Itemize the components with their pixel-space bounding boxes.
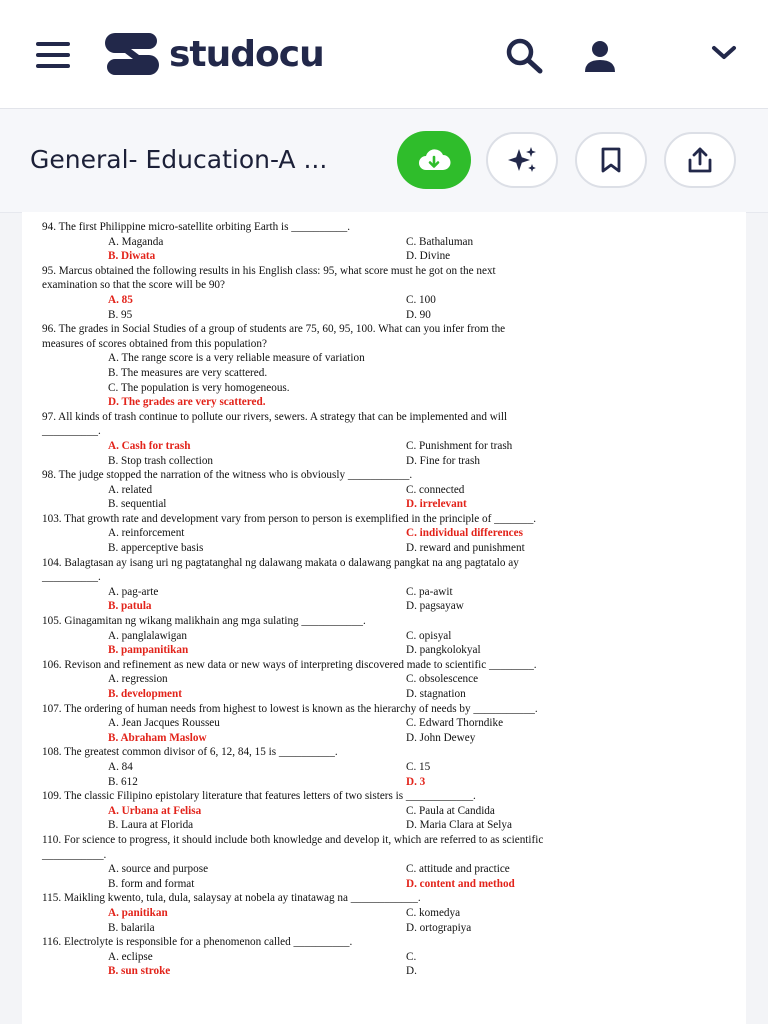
option-row — [42, 293, 722, 308]
answer-option: A. panglalawigan — [108, 629, 187, 642]
ai-assist-button[interactable] — [486, 132, 558, 188]
option-row — [42, 381, 722, 396]
answer-option: D. Fine for trash — [406, 454, 480, 467]
answer-option: C. Punishment for trash — [406, 439, 513, 452]
answer-option: D. Divine — [406, 250, 451, 263]
question-text: 108. The greatest common divisor of 6, 12, 84, 15 is __________. — [42, 746, 338, 759]
correct-answer-option: D. The grades are very scattered. — [108, 396, 266, 409]
option-row — [42, 906, 722, 921]
studocu-logo-mark — [105, 31, 159, 77]
correct-answer-option: C. individual differences — [406, 527, 523, 540]
menu-icon[interactable] — [36, 42, 70, 68]
option-row — [42, 439, 722, 454]
top-header — [0, 0, 768, 109]
answer-option: C. Bathaluman — [406, 235, 474, 248]
option-row — [42, 483, 722, 498]
correct-answer-option: D. irrelevant — [406, 498, 467, 511]
answer-option: B. Laura at Florida — [108, 819, 194, 832]
option-row — [42, 862, 722, 877]
answer-option: B. The measures are very scattered. — [108, 366, 268, 379]
option-row — [42, 249, 722, 264]
question-text: measures of scores obtained from this population? — [42, 337, 267, 350]
share-button[interactable] — [664, 132, 736, 188]
question-text: 116. Electrolyte is responsible for a phenomenon called __________. — [42, 936, 353, 949]
correct-answer-option: B. Diwata — [108, 250, 156, 263]
correct-answer-option: D. 3 — [406, 775, 426, 788]
answer-option: B. apperceptive basis — [108, 542, 204, 555]
answer-option: C. komedya — [406, 906, 461, 919]
correct-answer-option: B. Abraham Maslow — [108, 731, 207, 744]
answer-option: D. — [406, 965, 417, 978]
answer-option: C. connected — [406, 483, 465, 496]
answer-option: D. Maria Clara at Selya — [406, 819, 512, 832]
option-row — [42, 643, 722, 658]
option-row — [42, 526, 722, 541]
option-row — [42, 818, 722, 833]
chevron-down-icon[interactable] — [710, 44, 738, 62]
question-text: 96. The grades in Social Studies of a group of students are 75, 60, 95, 100. What can you infer from the — [42, 323, 506, 336]
option-row — [42, 775, 722, 790]
option-row — [42, 877, 722, 892]
answer-option: C. 15 — [406, 760, 431, 773]
document-content — [42, 220, 722, 979]
answer-option: A. pag-arte — [108, 585, 159, 598]
option-row — [42, 497, 722, 512]
answer-option: A. reinforcement — [108, 527, 185, 540]
studocu-logo[interactable] — [105, 30, 324, 78]
answer-option: A. Jean Jacques Rousseu — [108, 717, 220, 730]
question-text: 98. The judge stopped the narration of the witness who is obviously ___________. — [42, 469, 413, 482]
option-row — [42, 599, 722, 614]
brand-name: studocu — [169, 33, 324, 75]
answer-option: D. reward and punishment — [406, 542, 525, 555]
question-text: 115. Maikling kwento, tula, dula, salaysay at nobela ay tinatawag na ____________. — [42, 892, 421, 905]
answer-option: D. pagsayaw — [406, 600, 464, 613]
answer-option: D. stagnation — [406, 688, 466, 700]
correct-answer-option: D. content and method — [406, 877, 515, 890]
option-row — [42, 308, 722, 323]
option-row — [42, 921, 722, 936]
bookmark-button[interactable] — [575, 132, 647, 188]
option-row — [42, 395, 722, 410]
option-row — [42, 687, 722, 702]
answer-option: C. opisyal — [406, 629, 452, 642]
correct-answer-option: B. pampanitikan — [108, 644, 189, 657]
option-row — [42, 366, 722, 381]
option-row — [42, 804, 722, 819]
answer-option: D. ortograpiya — [406, 921, 472, 934]
option-row — [42, 716, 722, 731]
correct-answer-option: B. sun stroke — [108, 965, 171, 978]
answer-option: C. Paula at Candida — [406, 804, 495, 817]
question-text: examination so that the score will be 90? — [42, 279, 225, 292]
answer-option: A. source and purpose — [108, 863, 209, 876]
correct-answer-option: B. development — [108, 688, 182, 700]
answer-option: C. obsolescence — [406, 673, 479, 686]
answer-option: A. Maganda — [108, 235, 164, 248]
document-title: General- Education-A ... — [30, 145, 328, 174]
answer-option: B. 95 — [108, 308, 133, 321]
question-text: 110. For science to progress, it should include both knowledge and develop it, which are referred to as scientific — [42, 833, 544, 846]
user-icon[interactable] — [582, 38, 618, 74]
bookmark-icon — [599, 146, 623, 174]
question-text: __________. — [42, 425, 101, 438]
question-text: 103. That growth rate and development vary from person to person is exemplified in the principle of _______. — [42, 512, 537, 525]
option-row — [42, 454, 722, 469]
answer-option: A. 84 — [108, 760, 133, 773]
question-text: __________. — [42, 571, 101, 584]
answer-option: C. The population is very homogeneous. — [108, 381, 290, 394]
answer-option: A. regression — [108, 673, 168, 686]
answer-option: C. Edward Thorndike — [406, 717, 504, 730]
question-text: 107. The ordering of human needs from highest to lowest is known as the hierarchy of needs by ___________. — [42, 702, 538, 715]
question-text: 94. The first Philippine micro-satellite orbiting Earth is __________. — [42, 221, 351, 233]
option-row — [42, 950, 722, 965]
download-icon — [417, 146, 451, 174]
answer-option: C. — [406, 950, 417, 963]
question-text: 95. Marcus obtained the following results in his English class: 95, what score must he got on the next — [42, 264, 496, 277]
option-row — [42, 760, 722, 775]
option-row — [42, 629, 722, 644]
correct-answer-option: A. Cash for trash — [108, 439, 191, 452]
share-icon — [685, 145, 715, 175]
option-row — [42, 731, 722, 746]
answer-option: B. form and format — [108, 877, 195, 890]
option-row — [42, 585, 722, 600]
download-button[interactable] — [397, 131, 471, 189]
answer-option: C. pa-awit — [406, 585, 453, 598]
answer-option: C. 100 — [406, 293, 436, 306]
answer-option: D. John Dewey — [406, 731, 476, 744]
answer-option: B. Stop trash collection — [108, 454, 214, 467]
option-row — [42, 672, 722, 687]
question-text: 109. The classic Filipino epistolary literature that features letters of two sisters is ____________. — [42, 790, 476, 803]
answer-option: D. 90 — [406, 308, 431, 321]
answer-option: A. related — [108, 483, 153, 496]
answer-option: B. balarila — [108, 921, 155, 934]
question-text: ___________. — [42, 848, 107, 861]
correct-answer-option: A. panitikan — [108, 906, 168, 919]
option-row — [42, 964, 722, 979]
answer-option: C. attitude and practice — [406, 863, 510, 876]
question-text: 104. Balagtasan ay isang uri ng pagtatanghal ng dalawang makata o dalawang pangkat na ang pagtatalo ay — [42, 556, 519, 569]
option-row — [42, 351, 722, 366]
answer-option: A. The range score is a very reliable measure of variation — [108, 352, 365, 365]
search-icon[interactable] — [504, 36, 544, 74]
ai-sparkle-icon — [505, 145, 539, 175]
question-text: 97. All kinds of trash continue to pollute our rivers, sewers. A strategy that can be implemented and will — [42, 410, 508, 423]
correct-answer-option: B. patula — [108, 600, 152, 613]
answer-option: B. 612 — [108, 775, 138, 788]
correct-answer-option: A. Urbana at Felisa — [108, 804, 202, 817]
question-text: 105. Ginagamitan ng wikang malikhain ang mga sulating ___________. — [42, 615, 366, 628]
answer-option: A. eclipse — [108, 950, 153, 963]
option-row — [42, 541, 722, 556]
answer-option: D. pangkolokyal — [406, 644, 481, 657]
correct-answer-option: A. 85 — [108, 293, 133, 306]
question-text: 106. Revison and refinement as new data or new ways of interpreting discovered made to scientific ________. — [42, 658, 537, 671]
option-row — [42, 235, 722, 250]
answer-option: B. sequential — [108, 498, 167, 511]
